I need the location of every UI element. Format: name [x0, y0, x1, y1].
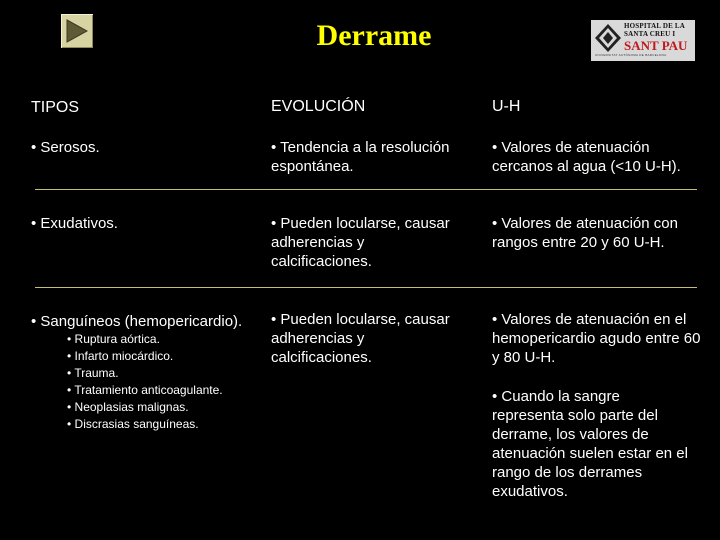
row-exudativos-uh: • Valores de atenuación con rangos entre 20 y 60 U-H. — [492, 215, 678, 251]
row-sanguineos-tipo: • Sanguíneos (hemopericardio). — [31, 313, 243, 330]
logo-line-3: SANT PAU — [624, 38, 688, 53]
logo-line-1: HOSPITAL DE LA — [624, 22, 686, 30]
header-tipos: TIPOS — [31, 99, 80, 116]
list-item: • Tratamiento anticoagulante. — [67, 383, 223, 397]
logo-line-2: SANTA CREU I — [624, 30, 676, 38]
row-sanguineos-evolucion: • Pueden locularse, causar adherencias y calcificaciones. — [271, 311, 450, 366]
list-item: • Neoplasias malignas. — [67, 400, 189, 414]
row-serosos-uh: • Valores de atenuación cercanos al agua (<10 U-H). — [492, 139, 681, 175]
row-exudativos-evolucion: • Pueden locularse, causar adherencias y calcificaciones. — [271, 215, 450, 270]
row-divider — [35, 189, 697, 190]
row-serosos-tipo: • Serosos. — [31, 139, 100, 156]
logo-line-4: UNIVERSITAT AUTÒNOMA DE BARCELONA — [595, 53, 667, 57]
hospital-emblem-icon — [594, 23, 622, 53]
sanguineos-causes-list — [67, 331, 223, 433]
list-item: • Discrasias sanguíneas. — [67, 417, 199, 431]
row-divider — [35, 287, 697, 288]
header-uh: U-H — [492, 98, 521, 115]
hospital-logo — [591, 20, 695, 61]
row-sanguineos-uh-extra: • Cuando la sangre representa solo parte del derrame, los valores de atenuación suelen estar en el rango de los derrames exudativos. — [492, 388, 688, 500]
row-sanguineos-uh: • Valores de atenuación en el hemopericardio agudo entre 60 y 80 U-H. — [492, 311, 701, 366]
slide-title: Derrame — [316, 19, 432, 52]
list-item: • Ruptura aórtica. — [67, 332, 160, 346]
header-evolucion: EVOLUCIÓN — [271, 98, 366, 115]
list-item: • Infarto miocárdico. — [67, 349, 174, 363]
row-serosos-evolucion: • Tendencia a la resolución espontánea. — [271, 139, 450, 175]
row-exudativos-tipo: • Exudativos. — [31, 215, 118, 232]
list-item: • Trauma. — [67, 366, 119, 380]
